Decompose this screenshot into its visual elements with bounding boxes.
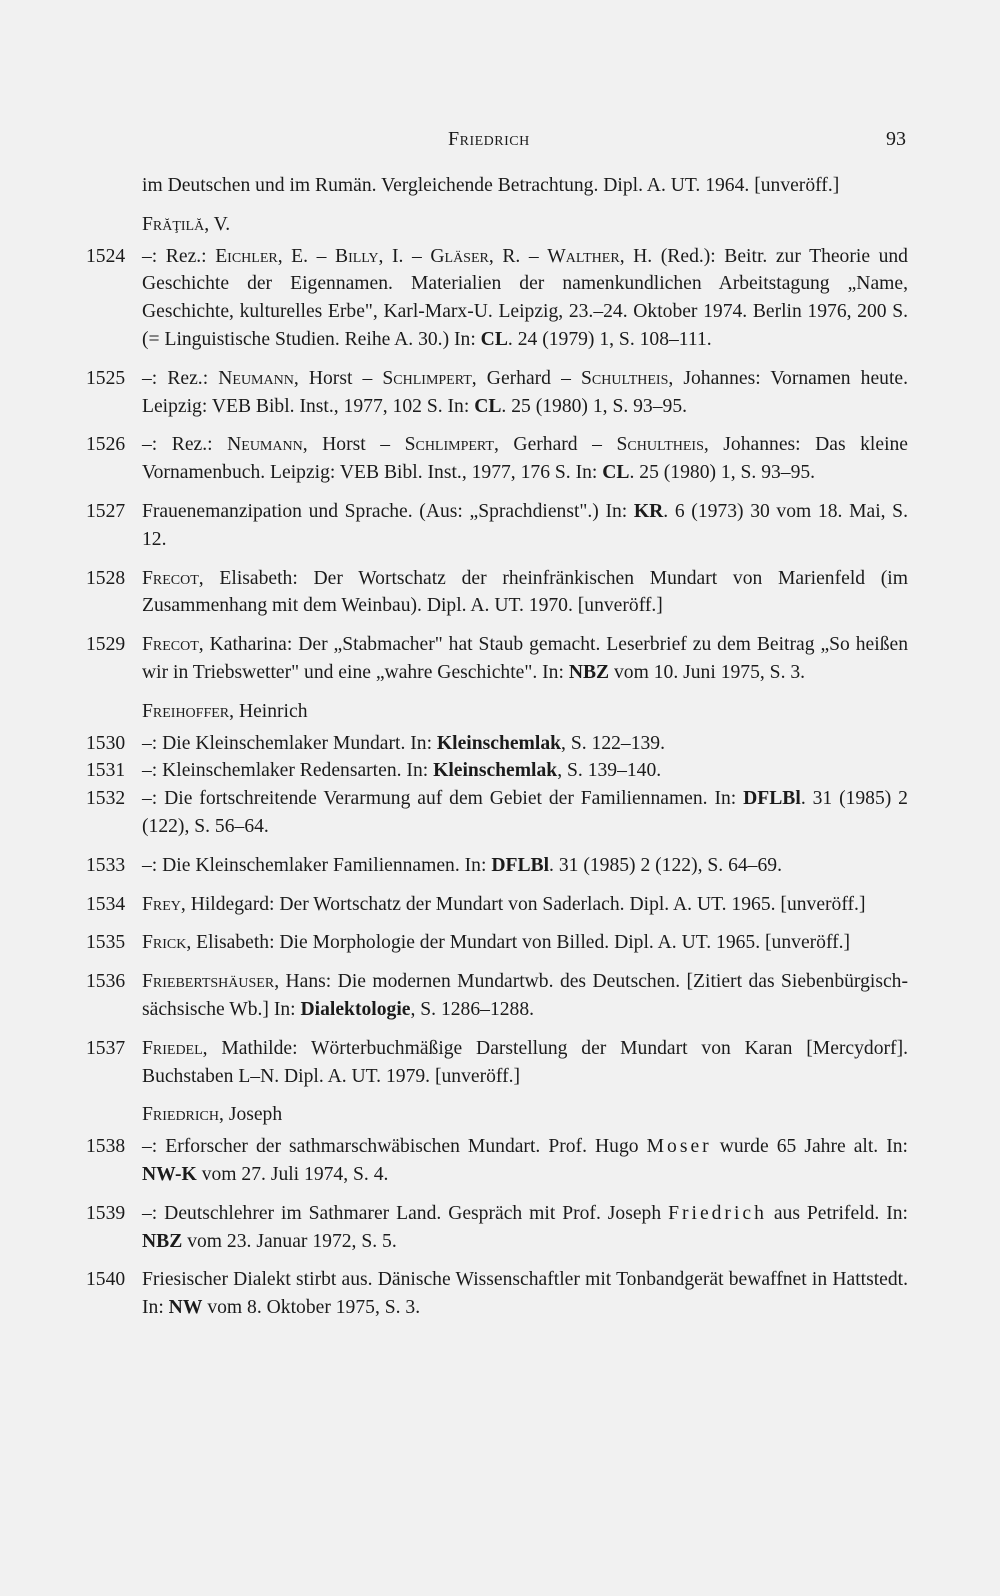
entry-text: –: Rez.: Neumann, Horst – Schlimpert, Gerhard – Schultheis, Johannes: Vornamen heute. Leipzig: VEB Bibl. Inst., 1977, 102 S. In: CL. 25 (1980) 1, S. 93–95.: [142, 367, 908, 417]
entry-number: 1529: [86, 634, 126, 656]
entry-number: 1527: [86, 500, 126, 522]
author-heading: Freihoffer, Heinrich: [142, 700, 308, 722]
entry-text: Frauenemanzipation und Sprache. (Aus: „Sprachdienst".) In: KR. 6 (1973) 30 vom 18. Mai, S. 12.: [142, 500, 908, 550]
bibliography-entry: [86, 929, 908, 957]
bibliography-entry: [86, 891, 908, 919]
entry-number: 1540: [86, 1269, 126, 1291]
bibliography-entry: [86, 365, 908, 421]
entry-text: Frick, Elisabeth: Die Morphologie der Mundart von Billed. Dipl. A. UT. 1965. [unveröff.]: [142, 932, 851, 954]
running-header: [0, 128, 1000, 158]
entry-number: 1528: [86, 567, 126, 589]
entry-number: 1537: [86, 1037, 126, 1059]
bibliography-entry: [86, 565, 908, 621]
entry-number: 1534: [86, 893, 126, 915]
entry-number: 1538: [86, 1136, 126, 1158]
bibliography-entry: [86, 631, 908, 687]
entry-text: –: Die Kleinschemlaker Mundart. In: Kleinschemlak, S. 122–139.: [142, 732, 665, 754]
entry-number: 1539: [86, 1202, 126, 1224]
bibliography-entry: [86, 1200, 908, 1256]
bibliography-entry: [86, 1133, 908, 1189]
continued-entry: [86, 172, 908, 200]
entry-text: –: Rez.: Neumann, Horst – Schlimpert, Gerhard – Schultheis, Johannes: Das kleine Vornamenbuch. Leipzig: VEB Bibl. Inst., 1977, 176 S. In: CL. 25 (1980) 1, S. 93–95.: [142, 434, 909, 484]
entry-text: Frecot, Elisabeth: Der Wortschatz der rheinfränkischen Mundart von Marienfeld (im Zusammenhang mit dem Weinbau). Dipl. A. UT. 1970. [unveröff.]: [142, 567, 908, 617]
entry-number: 1533: [86, 854, 126, 876]
bibliography-entry: [86, 243, 908, 354]
entry-text: –: Die fortschreitende Verarmung auf dem Gebiet der Familiennamen. In: DFLBl. 31 (1985) 2 (122), S. 56–64.: [142, 788, 908, 837]
bibliography-entry: [86, 968, 908, 1024]
entry-text: –: Deutschlehrer im Sathmarer Land. Gespräch mit Prof. Joseph Friedrich aus Petrifeld. In: NBZ vom 23. Januar 1972, S. 5.: [142, 1202, 908, 1252]
entry-number: 1526: [86, 434, 126, 456]
entry-text: im Deutschen und im Rumän. Vergleichende Betrachtung. Dipl. A. UT. 1964. [unveröff.]: [142, 175, 840, 196]
entry-number: 1535: [86, 932, 126, 954]
entry-number: 1530: [86, 732, 126, 754]
entry-text: Frey, Hildegard: Der Wortschatz der Mundart von Saderlach. Dipl. A. UT. 1965. [unveröff.]: [142, 893, 866, 915]
bibliography-entry: [86, 757, 908, 785]
bibliography-entry: [86, 852, 908, 880]
bibliography-entry: [86, 431, 908, 487]
bibliography-entry: [86, 1035, 908, 1091]
page-number: 93: [886, 128, 906, 150]
entry-text: Friesischer Dialekt stirbt aus. Dänische Wissenschaftler mit Tonbandgerät bewaffnet in Hattstedt. In: NW vom 8. Oktober 1975, S. 3.: [142, 1269, 908, 1319]
author-heading: Frăţilă, V.: [142, 213, 231, 235]
bibliography-entry: [86, 785, 908, 841]
entry-number: 1525: [86, 367, 126, 389]
entry-number: 1532: [86, 788, 126, 810]
entry-number: 1536: [86, 971, 126, 993]
bibliography-list: [86, 175, 909, 1333]
bibliography-entry: [86, 730, 908, 758]
entry-text: Frecot, Katharina: Der „Stabmacher" hat Staub gemacht. Leserbrief zu dem Beitrag „So heißen wir in Triebswetter" und eine „wahre Geschichte". In: NBZ vom 10. Juni 1975, S. 3.: [142, 634, 908, 683]
entry-text: Friedel, Mathilde: Wörterbuchmäßige Darstellung der Mundart von Karan [Mercydorf]. Buchstaben L–N. Dipl. A. UT. 1979. [unveröff.]: [142, 1037, 908, 1087]
running-title: Friedrich: [448, 128, 530, 150]
entry-text: –: Die Kleinschemlaker Familiennamen. In: DFLBl. 31 (1985) 2 (122), S. 64–69.: [142, 854, 782, 876]
entry-text: Friebertshäuser, Hans: Die modernen Mundartwb. des Deutschen. [Zitiert das Siebenbürgisch-sächsische Wb.] In: Dialektologie, S. 1286–1288.: [142, 971, 908, 1020]
entry-number: 1531: [86, 760, 126, 782]
entry-text: –: Kleinschemlaker Redensarten. In: Kleinschemlak, S. 139–140.: [142, 760, 662, 782]
entry-text: –: Rez.: Eichler, E. – Billy, I. – Gläser, R. – Walther, H. (Red.): Beitr. zur Theorie und Geschichte der Eigennamen. Materialien der namenkundlichen Arbeitstagung „Name, Geschichte, kulturelles Erbe", Karl-Marx-U. Leipzig, 23.–24. Oktober 1974. Berlin 1976, 200 S. (= Linguistische Studien. Reihe A. 30.) In: CL. 24 (1979) 1, S. 108–111.: [142, 245, 908, 350]
entry-number: 1524: [86, 245, 126, 267]
bibliography-entry: [86, 498, 908, 554]
entry-text: –: Erforscher der sathmarschwäbischen Mundart. Prof. Hugo Moser wurde 65 Jahre alt. In: NW-K vom 27. Juli 1974, S. 4.: [142, 1136, 908, 1185]
bibliography-entry: [86, 1266, 908, 1322]
author-heading: Friedrich, Joseph: [142, 1104, 283, 1126]
